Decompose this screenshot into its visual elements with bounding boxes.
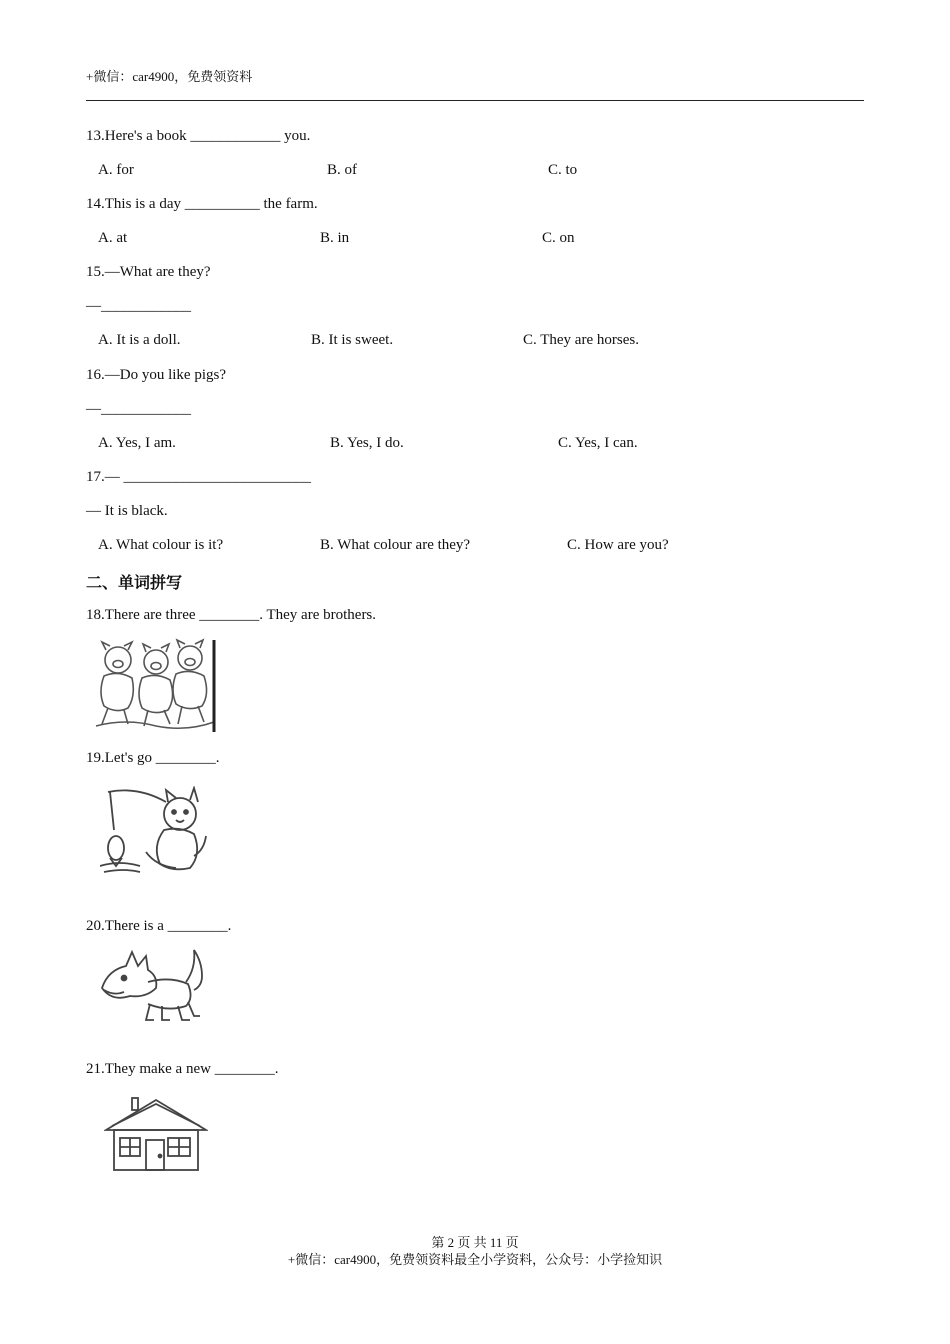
- question-15-option-c: C. They are horses.: [523, 332, 639, 348]
- question-15-stem: 15.—What are they?: [86, 264, 211, 280]
- question-16-reply: —____________: [86, 401, 191, 417]
- question-16-option-b: B. Yes, I do.: [330, 435, 404, 451]
- question-13-option-c: C. to: [548, 162, 578, 178]
- question-14-stem: 14.This is a day __________ the farm.: [86, 196, 318, 212]
- house-picture: [104, 1096, 208, 1172]
- question-15-option-b: B. It is sweet.: [311, 332, 394, 348]
- question-13-stem: 13.Here's a book ____________ you.: [86, 128, 311, 144]
- question-14-option-b: B. in: [320, 230, 350, 246]
- footer-watermark: +微信：car4900，免费领资料最全小学资料，公众号：小学捡知识: [287, 1252, 663, 1267]
- header-divider: [86, 100, 864, 101]
- question-13-option-b: B. of: [327, 162, 357, 178]
- question-20-stem: 20.There is a ________.: [86, 918, 232, 934]
- question-16-option-c: C. Yes, I can.: [558, 435, 638, 451]
- three-pigs-picture: [94, 636, 216, 734]
- question-17-stem: 17.— _________________________: [86, 469, 311, 485]
- page-number: 第 2 页 共 11 页: [431, 1235, 519, 1250]
- header-watermark: +微信：car4900，免费领资料: [86, 69, 253, 84]
- question-17-option-a: A. What colour is it?: [98, 537, 224, 553]
- section-2-title: 二、单词拼写: [86, 573, 183, 592]
- question-15-option-a: A. It is a doll.: [98, 332, 181, 348]
- question-19-stem: 19.Let's go ________.: [86, 750, 220, 766]
- question-14-option-c: C. on: [542, 230, 575, 246]
- question-13-option-a: A. for: [98, 162, 134, 178]
- wolf-picture: [98, 948, 206, 1024]
- question-18-stem: 18.There are three ________. They are brothers.: [86, 607, 377, 623]
- question-14-option-a: A. at: [98, 230, 128, 246]
- question-16-option-a: A. Yes, I am.: [98, 435, 176, 451]
- fishing-cat-picture: [100, 786, 212, 878]
- question-17-option-c: C. How are you?: [567, 537, 669, 553]
- question-16-stem: 16.—Do you like pigs?: [86, 367, 226, 383]
- question-17-reply: — It is black.: [86, 503, 168, 519]
- question-21-stem: 21.They make a new ________.: [86, 1061, 279, 1077]
- question-17-option-b: B. What colour are they?: [320, 537, 471, 553]
- question-15-reply: —____________: [86, 298, 191, 314]
